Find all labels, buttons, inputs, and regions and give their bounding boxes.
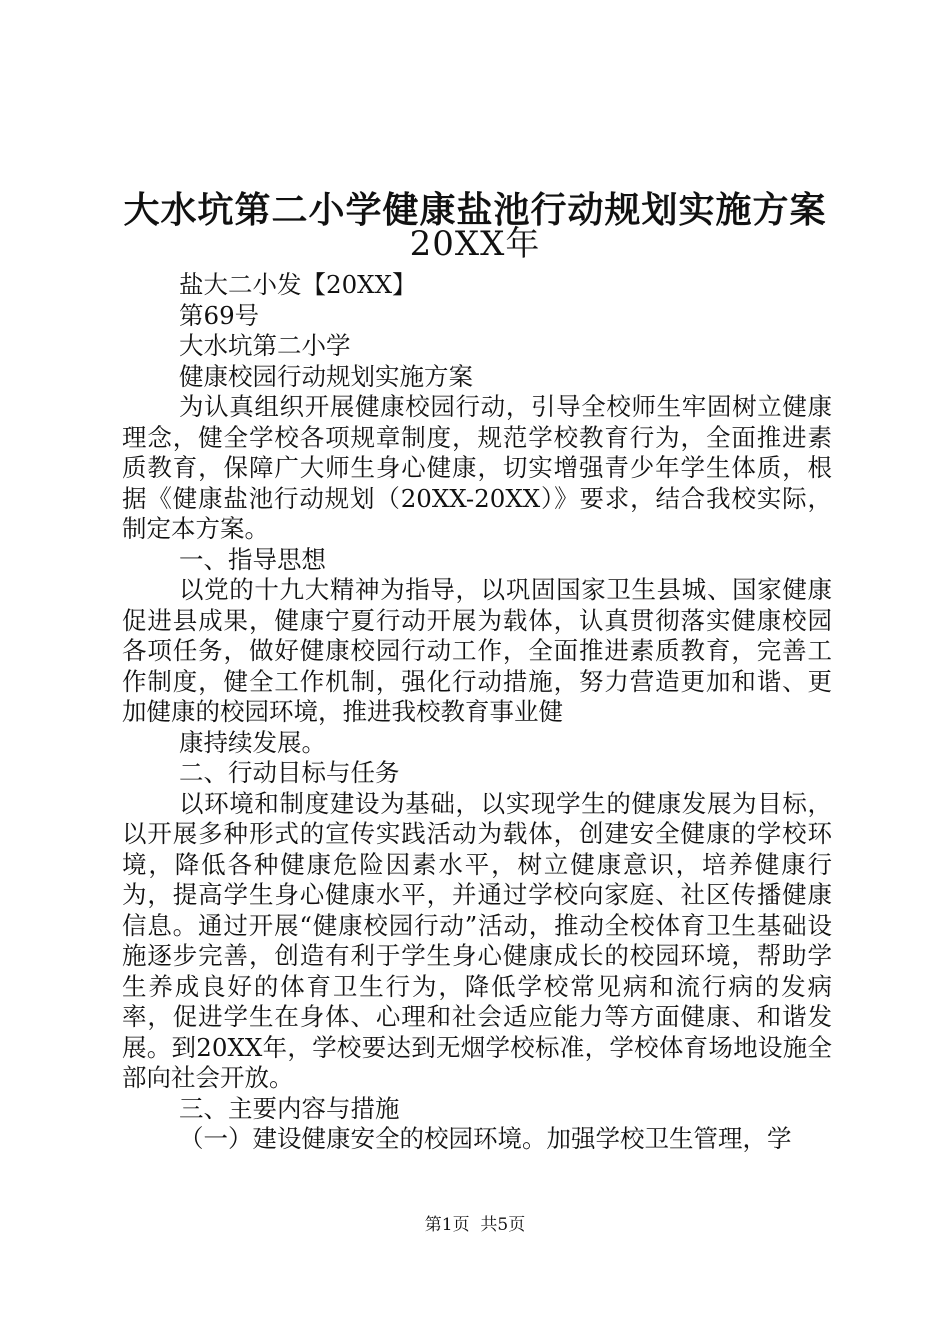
section-1-continuation: 康持续发展。 (179, 727, 326, 757)
page-footer: 第1页 共5页 (424, 1215, 526, 1235)
intro-paragraph: 为认真组织开展健康校园行动，引导全校师生牢固树立健康理念，健全学校各项规章制度，规范学校教育行为，全面推进素质教育，保障广大师生身心健康，切实增强青少年学生体质，根据《健康盐池行动规划（20XX-20XX）》要求，结合我校实际，制定本方案。 (122, 392, 832, 543)
plan-name: 健康校园行动规划实施方案 (179, 361, 473, 391)
school-name: 大水坑第二小学 (179, 331, 351, 360)
document-body (122, 270, 832, 1155)
doc-number: 盐大二小发【20XX】 (179, 270, 417, 299)
section-2-paragraph: 以环境和制度建设为基础，以实现学生的健康发展为目标，以开展多种形式的宣传实践活动为载体，创建安全健康的学校环境，降低各种健康危险因素水平，树立健康意识，培养健康行为，提高学生身心健康水平，并通过学校向家庭、社区传播健康信息。通过开展“健康校园行动”活动，推动全校体育卫生基础设施逐步完善，创造有利于学生身心健康成长的校园环境，帮助学生养成良好的体育卫生行为，降低学校常见病和流行病的发病率，促进学生在身体、心理和社会适应能力等方面健康、和谐发展。到20XX年，学校要达到无烟学校标准，学校体育场地设施全部向社会开放。 (122, 788, 832, 1092)
document-title-year: 20XX年 (409, 224, 541, 264)
section-heading-1: 一、指导思想 (179, 544, 326, 574)
section-3-paragraph: （一）建设健康安全的校园环境。加强学校卫生管理，学 (179, 1124, 792, 1153)
doc-serial: 第69号 (179, 300, 260, 330)
section-heading-3: 三、主要内容与措施 (179, 1093, 400, 1123)
section-1-paragraph: 以党的十九大精神为指导，以巩固国家卫生县城、国家健康促进县成果，健康宁夏行动开展为载体，认真贯彻落实健康校园各项任务，做好健康校园行动工作，全面推进素质教育，完善工作制度，健全工作机制，强化行动措施，努力营造更加和谐、更加健康的校园环境，推进我校教育事业健 (122, 575, 832, 726)
document-title: 大水坑第二小学健康盐池行动规划实施方案 (123, 189, 827, 231)
section-heading-2: 二、行动目标与任务 (179, 758, 400, 787)
